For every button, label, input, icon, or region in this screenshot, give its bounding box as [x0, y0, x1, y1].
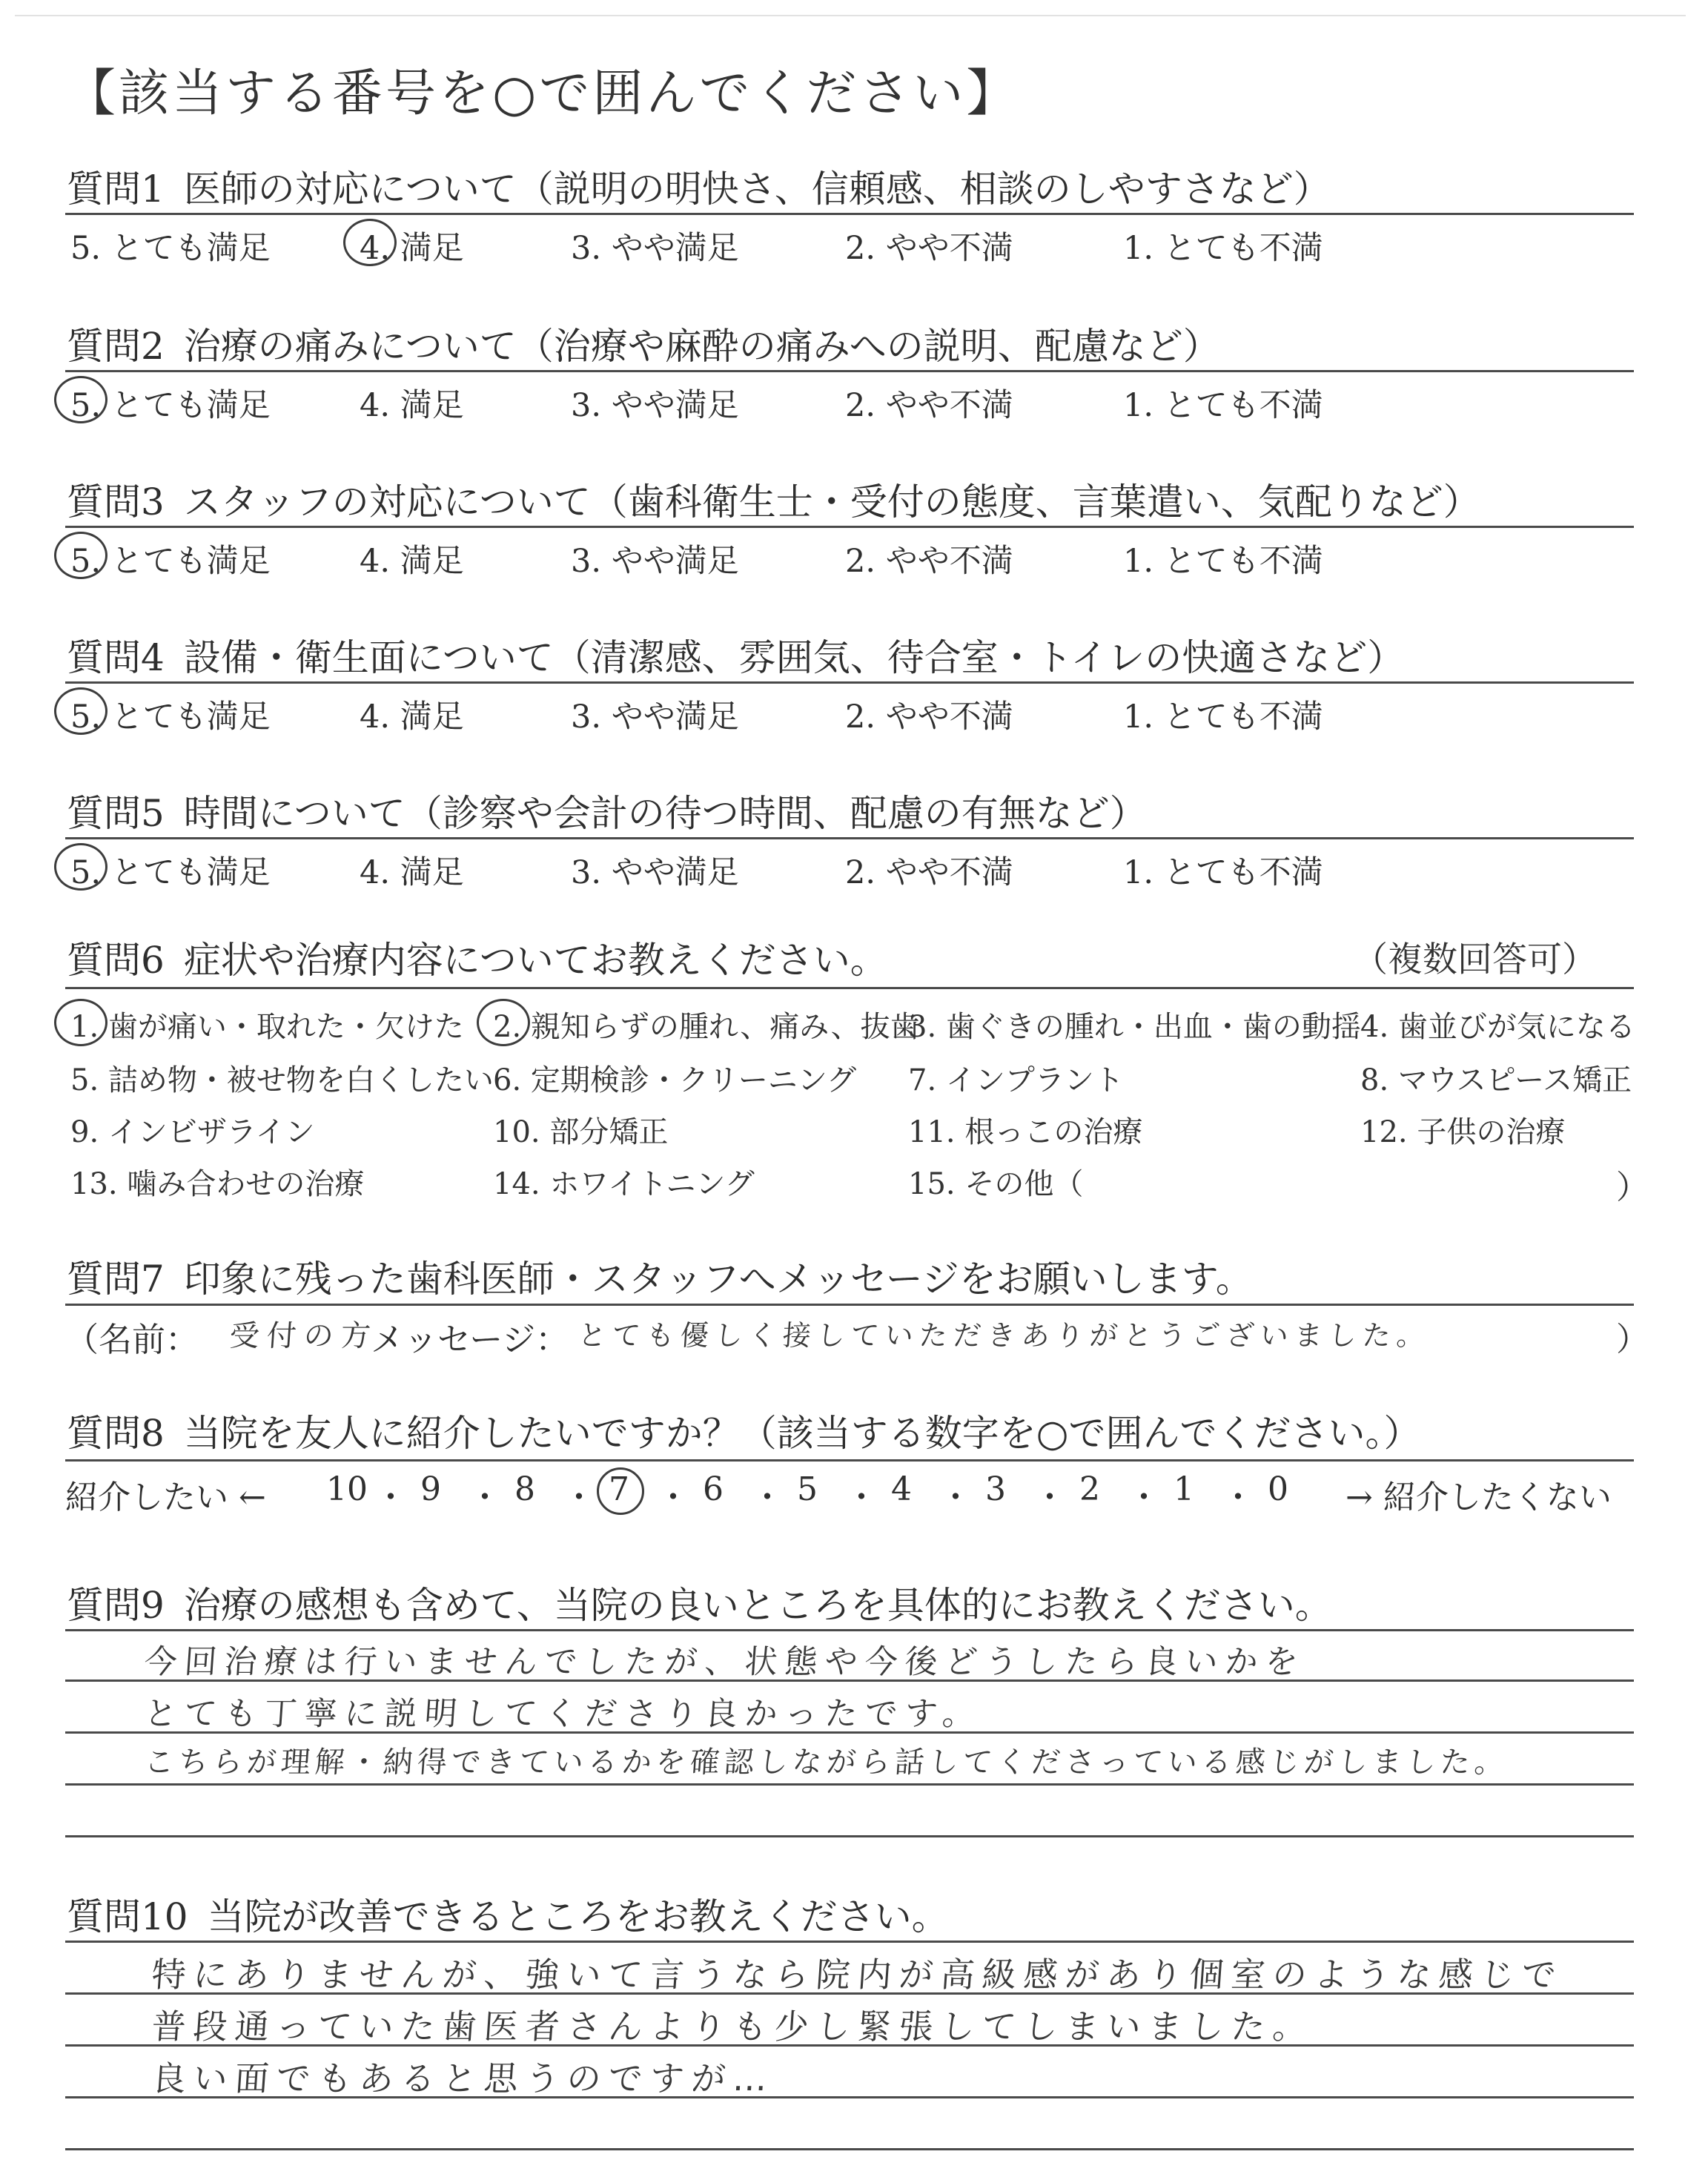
selection-circle	[343, 219, 397, 266]
question-title	[67, 317, 1220, 370]
scale-separator: ・	[939, 1479, 972, 1516]
rating-option[interactable]: 3. やや満足	[571, 698, 739, 736]
rating-option[interactable]: 4. 満足	[360, 543, 464, 580]
question-number: 質問5	[67, 792, 165, 835]
rating-option[interactable]: 1. とても不満	[1123, 854, 1323, 891]
recommend-score[interactable]: 2	[1079, 1470, 1100, 1508]
question-text: スタッフの対応について（歯科衛生士・受付の態度、言葉遣い、気配りなど）	[183, 480, 1480, 524]
rating-option[interactable]: 5. とても満足	[70, 543, 271, 580]
symptom-option[interactable]: 13. 噛み合わせの治療	[70, 1167, 365, 1201]
scale-separator: ・	[1222, 1479, 1254, 1516]
question-text: 印象に残った歯科医師・スタッフへメッセージをお願いします。	[183, 1258, 1253, 1301]
rating-option[interactable]: 5. とても満足	[70, 387, 271, 424]
question-title	[67, 1576, 1332, 1629]
rating-option[interactable]: 1. とても不満	[1123, 698, 1323, 736]
recommend-left-label: 紹介したい ←	[65, 1479, 266, 1516]
recommend-score[interactable]: 9	[420, 1470, 441, 1508]
symptom-option[interactable]: 7. インプラント	[908, 1063, 1124, 1097]
question-title	[67, 159, 1331, 213]
rating-option[interactable]: 2. やや不満	[845, 230, 1013, 267]
symptom-option[interactable]: 12. 子供の治療	[1360, 1115, 1566, 1149]
symptom-option[interactable]: 1. 歯が痛い・取れた・欠けた	[70, 1010, 464, 1044]
message-value[interactable]: とても優しく接していただきありがとうございました。	[577, 1319, 1432, 1352]
recommend-score[interactable]: 7	[609, 1470, 629, 1508]
question-number: 質問8	[67, 1412, 165, 1455]
question-title	[67, 1404, 1420, 1457]
rating-option[interactable]: 4. 満足	[360, 387, 464, 424]
rating-option[interactable]: 4. 満足	[360, 698, 464, 736]
answer-line-text[interactable]: 良い面でもあると思うのですが…	[150, 2058, 776, 2098]
divider	[65, 987, 1634, 989]
symptom-option[interactable]: 4. 歯並びが気になる	[1360, 1010, 1635, 1044]
symptom-option[interactable]: 8. マウスピース矯正	[1360, 1063, 1632, 1097]
divider	[65, 681, 1634, 684]
page-header: 【該当する番号を○で囲んでください】	[65, 65, 1020, 123]
answer-line-text[interactable]: 普段通っていた歯医者さんよりも少し緊張してしまいました。	[150, 2007, 1316, 2047]
selection-circle	[54, 532, 107, 579]
divider	[65, 837, 1634, 839]
divider	[65, 1304, 1634, 1306]
rating-option[interactable]: 5. とても満足	[70, 698, 271, 736]
recommend-score[interactable]: 6	[703, 1470, 724, 1508]
rating-option[interactable]: 5. とても満足	[70, 230, 271, 267]
rating-option[interactable]: 4. 満足	[360, 230, 464, 267]
selection-circle	[54, 843, 107, 891]
rating-option[interactable]: 1. とても不満	[1123, 543, 1323, 580]
question-title	[67, 931, 887, 984]
rating-option[interactable]: 3. やや満足	[571, 230, 739, 267]
question-text: 設備・衛生面について（清潔感、雰囲気、待合室・トイレの快適さなど）	[183, 636, 1405, 679]
other-close-paren: ）	[1616, 1169, 1649, 1206]
rating-option[interactable]: 2. やや不満	[845, 387, 1013, 424]
question-number: 質問4	[67, 636, 165, 679]
recommend-score[interactable]: 3	[985, 1470, 1006, 1508]
answer-line-text[interactable]: 特にありませんが、強いて言うなら院内が高級感があり個室のような感じで	[150, 1955, 1565, 1995]
question-number: 質問1	[67, 168, 165, 211]
symptom-option[interactable]: 2. 親知らずの腫れ、痛み、抜歯	[493, 1010, 920, 1044]
scale-separator: ・	[657, 1479, 689, 1516]
selection-circle	[597, 1467, 644, 1515]
answer-line-text[interactable]: 今回治療は行いませんでしたが、状態や今後どうしたら良いかを	[142, 1643, 1307, 1681]
question-text: 医師の対応について（説明の明快さ、信頼感、相談のしやすさなど）	[183, 168, 1331, 211]
rating-option[interactable]: 3. やや満足	[571, 543, 739, 580]
name-label: （名前：	[65, 1320, 199, 1359]
scale-separator: ・	[563, 1479, 595, 1516]
question-text: 症状や治療内容についてお教えください。	[183, 939, 887, 982]
question-title	[67, 1887, 949, 1941]
recommend-score[interactable]: 8	[514, 1470, 535, 1508]
symptom-option[interactable]: 14. ホワイトニング	[493, 1167, 755, 1201]
answer-line-text[interactable]: とても丁寧に説明してくださり良かったです。	[142, 1695, 984, 1733]
recommend-right-label: → 紹介したくない	[1345, 1479, 1612, 1516]
rating-option[interactable]: 2. やや不満	[845, 698, 1013, 736]
question-title	[67, 1249, 1253, 1303]
recommend-score[interactable]: 1	[1174, 1470, 1194, 1508]
question-number: 質問3	[67, 480, 165, 524]
answer-line	[65, 1783, 1634, 1786]
selection-circle	[54, 999, 107, 1046]
recommend-score[interactable]: 0	[1268, 1470, 1288, 1508]
question-number: 質問2	[67, 325, 165, 368]
symptom-option[interactable]: 9. インビザライン	[70, 1115, 315, 1149]
symptom-option[interactable]: 3. 歯ぐきの腫れ・出血・歯の動揺	[908, 1010, 1361, 1044]
rating-option[interactable]: 2. やや不満	[845, 543, 1013, 580]
scale-separator: ・	[1033, 1479, 1066, 1516]
scale-separator: ・	[845, 1479, 878, 1516]
question-number: 質問9	[67, 1584, 165, 1627]
symptom-option[interactable]: 15. その他（	[908, 1167, 1084, 1201]
divider	[65, 370, 1634, 372]
rating-option[interactable]: 2. やや不満	[845, 854, 1013, 891]
question-title	[67, 784, 1147, 837]
recommend-score[interactable]: 5	[797, 1470, 818, 1508]
question-text: 当院が改善できるところをお教えください。	[207, 1895, 949, 1938]
question-text: 時間について（診察や会計の待つ時間、配慮の有無など）	[183, 792, 1147, 835]
question-number: 質問10	[67, 1895, 188, 1938]
question-number: 質問6	[67, 939, 165, 982]
rating-option[interactable]: 5. とても満足	[70, 854, 271, 891]
scale-separator: ・	[374, 1479, 407, 1516]
question-title	[67, 628, 1404, 681]
question-text: 治療の痛みについて（治療や麻酔の痛みへの説明、配慮など）	[183, 325, 1220, 368]
question-number: 質問7	[67, 1258, 165, 1301]
name-value[interactable]: 受付の方	[228, 1319, 380, 1353]
selection-circle	[54, 687, 107, 735]
rating-option[interactable]: 3. やや満足	[571, 854, 739, 891]
rating-option[interactable]: 4. 満足	[360, 854, 464, 891]
question-title	[67, 472, 1480, 526]
answer-line	[65, 2148, 1634, 2150]
multiple-answer-note: （複数回答可）	[1353, 939, 1597, 980]
symptom-option[interactable]: 5. 詰め物・被せ物を白くしたい	[70, 1063, 494, 1097]
answer-line-text[interactable]: こちらが理解・納得できているかを確認しながら話してくださっている感じがしました。	[143, 1745, 1510, 1780]
rating-option[interactable]: 1. とても不満	[1123, 230, 1323, 267]
symptom-option[interactable]: 11. 根っこの治療	[908, 1115, 1143, 1149]
selection-circle	[477, 999, 530, 1046]
question-text: 治療の感想も含めて、当院の良いところを具体的にお教えください。	[183, 1584, 1332, 1627]
selection-circle	[54, 376, 107, 423]
close-paren: ）	[1616, 1321, 1649, 1358]
symptom-option[interactable]: 10. 部分矯正	[493, 1115, 669, 1149]
answer-line	[65, 1941, 1634, 1943]
divider	[65, 1459, 1634, 1462]
divider	[65, 526, 1634, 528]
divider	[65, 213, 1634, 215]
symptom-option[interactable]: 6. 定期検診・クリーニング	[493, 1063, 857, 1097]
scale-separator: ・	[469, 1479, 501, 1516]
question-text: 当院を友人に紹介したいですか？（該当する数字を○で囲んでください。）	[183, 1412, 1421, 1455]
rating-option[interactable]: 3. やや満足	[571, 387, 739, 424]
top-rule	[15, 15, 1686, 16]
recommend-score[interactable]: 10	[326, 1470, 368, 1508]
answer-line	[65, 1835, 1634, 1837]
recommend-score[interactable]: 4	[891, 1470, 912, 1508]
scale-separator: ・	[1128, 1479, 1160, 1516]
message-label: メッセージ：	[371, 1320, 569, 1359]
answer-line	[65, 1629, 1634, 1631]
scale-separator: ・	[751, 1479, 784, 1516]
rating-option[interactable]: 1. とても不満	[1123, 387, 1323, 424]
